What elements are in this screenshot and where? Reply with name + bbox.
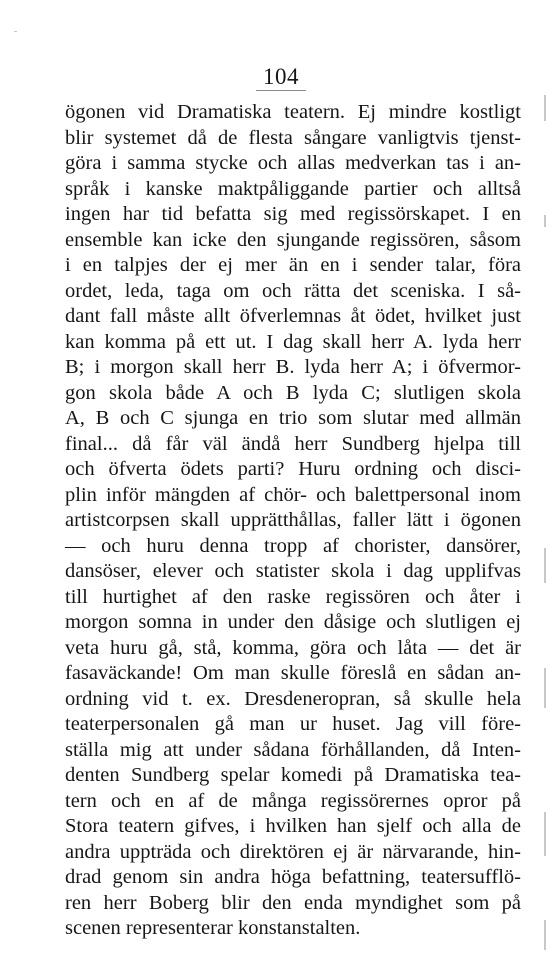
text-line: drad genom sin andra höga befattning, teatersufflö- [65,866,521,888]
text-line: i en talpjes der ej mer än en i sender talar, föra [65,254,521,276]
margin-mark [544,812,546,856]
body-text [65,100,521,942]
text-line: dant fall måste allt öfverlemnas åt ödet, hvilket just [65,305,521,327]
margin-mark [544,215,546,227]
margin-mark [544,920,546,950]
text-line: teaterpersonalen gå man ur huset. Jag vill före- [65,713,521,735]
text-line: scenen representerar konstanstalten. [65,917,361,939]
text-line: denten Sundberg spelar komedi på Dramatiska tea- [65,764,521,786]
text-line: morgon somna in under den dåsige och slutligen ej [65,611,521,633]
margin-mark [544,548,546,583]
text-line: plin inför mängden af chör- och balettpersonal inom [65,483,521,506]
text-line: till hurtighet af den raske regissören och åter i [65,585,521,608]
text-line: blir systemet då de flesta sångare vanligtvis tjenst- [65,126,521,149]
text-line: ingen har tid befatta sig med regissörskapet. I en [65,203,521,225]
text-line: andra uppträda och direktören ej är närvarande, hin- [65,840,521,863]
text-line: Stora teatern gifves, i hvilken han sjelf och alla de [65,815,521,837]
text-line: artistcorpsen skall upprätthållas, faller lätt i ögonen [65,509,521,531]
text-line: final... då får väl ändå herr Sundberg hjelpa till [65,432,521,455]
text-line: tern och en af de många regissörernes opror på [65,789,521,812]
text-line: fasaväckande! Om man skulle föreslå en sådan an- [65,662,521,684]
text-line: ordet, leda, taga om och rätta det sceniska. I så- [65,279,521,302]
page-number: 104 [263,64,299,89]
text-line: ordning vid t. ex. Dresdeneropran, så skulle hela [65,687,521,710]
text-line: kan komma på ett ut. I dag skall herr A. lyda herr [65,330,521,353]
scan-speck [14,31,17,32]
text-line: ställa mig att under sådana förhållanden, då Inten- [65,738,521,761]
page-number-rule [256,90,306,91]
text-line: och öfverta ödets parti? Huru ordning och disci- [65,458,521,480]
text-line: ren herr Boberg blir den enda myndighet som på [65,891,521,914]
text-line: gon skola både A och B lyda C; slutligen skola [65,381,521,404]
text-line: dansöser, elever och statister skola i dag upplifvas [65,560,521,582]
text-line: ögonen vid Dramatiska teatern. Ej mindre kostligt [65,101,521,123]
margin-mark [544,95,546,121]
text-line: veta huru gå, stå, komma, göra och låta — det är [65,636,521,659]
margin-mark [544,668,546,708]
text-line: språk i kanske maktpåliggande partier och alltså [65,177,521,200]
text-line: ensemble kan icke den sjungande regissören, såsom [65,228,521,251]
text-line: — och huru denna tropp af chorister, dansörer, [65,534,521,557]
text-line: göra i samma stycke och allas medverkan tas i an- [65,152,521,174]
text-line: A, B och C sjunga en trio som slutar med allmän [65,407,521,429]
text-line: B; i morgon skall herr B. lyda herr A; i öfvermor- [65,356,521,378]
